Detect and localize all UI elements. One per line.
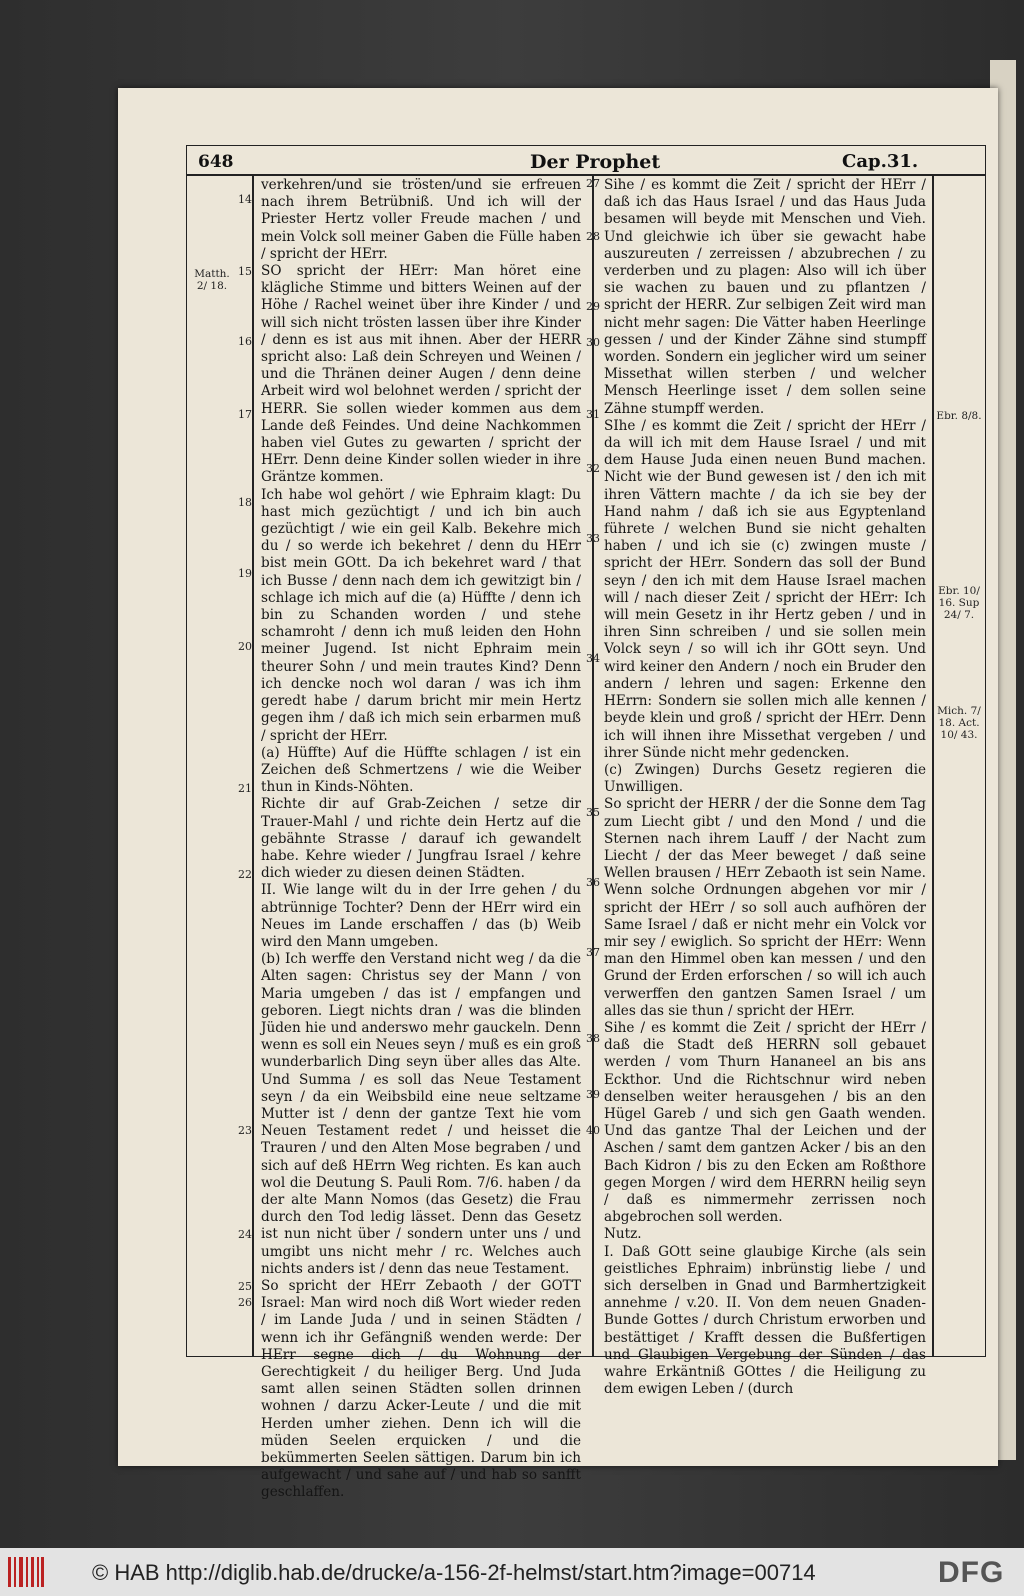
left-text-column: verkehren/und sie trösten/und sie erfreuen nach ihrem Betrübniß. Und ich will der Priester Hertz voller Freude machen / und mein Volck soll meiner Gaben die Fülle haben / spricht der HErr. SO spricht der HErr: Man höret eine klägliche Stimme und bitters Weinen auf der Höhe / Rachel weinet über ihre Kinder / und will sich nicht trösten lassen über ihre Kinder / denn es ist aus mit ihnen. Aber der HERR spricht also: Laß dein Schreyen und Weinen / und die Thränen deiner Augen / denn deine Arbeit wird wol belohnet werden / spricht der HERR. Sie sollen wieder kommen aus dem Lande deß Feindes. Und deine Nachkommen haben viel Gutes zu gewarten / spricht der HErr. Denn deine Kinder sollen wieder in ihre Gräntze kommen. Ich habe wol gehört / wie Ephraim klagt: Du hast mich gezüchtigt / und ich bin auch gezüchtigt / wie ein geil Kalb. Bekehre mich du / so werde ich bekehret / denn du HErr bist mein GOtt. Da ich bekehret ward / that ich Busse / denn nach dem ich gewitzigt bin / schlage ich mich auf die (a) Hüffte / denn ich bin zu Schanden worden / und stehe schamroht / denn ich muß leiden den Hohn meiner Jugend. Ist nicht Ephraim mein theurer Sohn / und mein trautes Kind? Denn ich dencke noch wol daran / was ich ihm geredt habe / darum bricht mir mein Hertz gegen ihm / daß ich mich sein erbarmen muß / spricht der HErr. (a) Hüffte) Auf die Hüffte schlagen / ist ein Zeichen deß Schmertzens / wie die Weiber thun in Kinds-Nöhten. Richte dir auf Grab-Zeichen / setze dir Trauer-Mahl / und richte dein Hertz auf die gebähnte Strasse / darauf ich gewandelt habe. Kehre wieder / Jungfrau Israel / kehre dich wieder zu diesen deinen Städten. II. Wie lange wilt du in der Irre gehen / du abtrünnige Tochter? Denn der HErr wird ein Neues im Lande erschaffen / das (b) Weib wird den Mann umgeben. (b) Ich werffe den Verstand nicht weg / da die Alten sagen: Christus sey der Mann / von Maria umgeben / das ist / empfangen und geboren. Liegt nichts dran / was die blinden Jüden hie und anderswo mehr gauckeln. Denn wenn es soll ein Neues seyn / muß es ein groß wunderbarlich Ding seyn über alles das Alte. Und Summa / es soll das Neue Testament seyn / da ein Weibsbild eine neue seltzame Mutter ist / denn der gantze Text hie vom Neuen Testament redet / und heisset die Trauren / und den Alten Mose begraben / und sich auf deß HErrn Weg richten. Es kan auch wol die Deutung S. Pauli Rom. 7/6. haben / da der alte Mann Nomos (das Gesetz) die Frau durch den Tod ledig lässet. Denn das Gesetz ist nun nicht über / sondern unter uns / und umgibt uns nicht mehr / rc. Welches auch nichts anders ist / denn das neue Testament. So spricht der HErr Zebaoth / der GOTT Israel: Man wird noch diß Wort wieder reden / im Lande Juda / und in seinen Städten / wenn ich ihr Gefängniß wenden werde: Der HErr segne dich / du Wohnung der Gerechtigkeit / du heiliger Berg. Und Juda samt allen seinen Städten sollen drinnen wohnen / darzu Acker-Leute / und die mit Herden umher ziehen. Denn ich will die müden Seelen erquicken / und die bekümmerten Seelen sättigen. Darum bin ich aufgewacht / und sahe auf / und hab so sanfft geschlaffen. bbox=[261, 177, 581, 1501]
verse-number: 39 bbox=[586, 1088, 600, 1101]
verse-number: 40 bbox=[586, 1124, 600, 1137]
left-margin-rule bbox=[252, 174, 254, 1357]
margin-reference: Ebr. 8/8. bbox=[936, 410, 982, 422]
verse-number: 25 bbox=[238, 1280, 252, 1293]
verse-number: 23 bbox=[238, 1124, 252, 1137]
verse-number: 15 bbox=[238, 265, 252, 278]
verse-number: 38 bbox=[586, 1032, 600, 1045]
verse-number: 26 bbox=[238, 1296, 252, 1309]
barcode-logo-icon bbox=[6, 1555, 46, 1589]
verse-number: 21 bbox=[238, 782, 252, 795]
dfg-logo: DFG bbox=[938, 1556, 1005, 1589]
verse-number: 30 bbox=[586, 336, 600, 349]
verse-number: 32 bbox=[586, 462, 600, 475]
copyright-url[interactable]: © HAB http://diglib.hab.de/drucke/a-156-2f-helmst/start.htm?image=00714 bbox=[92, 1560, 816, 1585]
column-divider bbox=[592, 174, 594, 1357]
page-number: 648 bbox=[198, 152, 234, 172]
right-margin-rule bbox=[932, 174, 934, 1357]
verse-number: 36 bbox=[586, 876, 600, 889]
verse-number: 31 bbox=[586, 408, 600, 421]
verse-number: 14 bbox=[238, 193, 252, 206]
right-text-column: Sihe / es kommt die Zeit / spricht der HErr / daß ich das Haus Israel / und das Haus Juda besamen will beyde mit Menschen und Vieh. Und gleichwie ich über sie gewacht habe auszureuten / zerreissen / abzubrechen / zu verderben und zu plagen: Also will ich über sie wachen zu bauen und zu pflantzen / spricht der HERR. Zur selbigen Zeit wird man nicht mehr sagen: Die Vätter haben Heerlinge gessen / und der Kinder Zähne sind stumpff worden. Sondern ein jeglicher wird um seiner Missethat willen sterben / und welcher Mensch Heerlinge isset / dem sollen seine Zähne stumpff werden. SIhe / es kommt die Zeit / spricht der HErr / da will ich mit dem Hause Israel / und mit dem Hause Juda einen neuen Bund machen. Nicht wie der Bund gewesen ist / den ich mit ihren Vättern machte / da ich sie bey der Hand nahm / daß ich sie aus Egyptenland führete / welchen Bund sie nicht gehalten haben / und ich sie (c) zwingen muste / spricht der HErr. Sondern das soll der Bund seyn / den ich mit dem Hause Israel machen will / nach dieser Zeit / spricht der HErr: Ich will mein Gesetz in ihr Hertz geben / und in ihren Sinn schreiben / und sie sollen mein Volck seyn / so will ich ihr GOtt seyn. Und wird keiner den Andern / noch ein Bruder den andern / lehren und sagen: Erkenne den HErrn: Sondern sie sollen mich alle kennen / beyde klein und groß / spricht der HErr. Denn ich will ihnen ihre Missethat vergeben / und ihrer Sünde nicht mehr gedencken. (c) Zwingen) Durchs Gesetz regieren die Unwilligen. So spricht der HERR / der die Sonne dem Tag zum Liecht gibt / und den Mond / und die Sternen nach ihrem Lauff / der Nacht zum Liecht / der das Meer beweget / daß seine Wellen brausen / HErr Zebaoth ist sein Name. Wenn solche Ordnungen abgehen vor mir / spricht der HErr / so soll auch aufhören der Same Israel / daß er nicht mehr ein Volck vor mir sey / ewiglich. So spricht der HErr: Wenn man den Himmel oben kan messen / und den Grund der Erden erforschen / so will ich auch verwerffen den gantzen Samen Israel / um alles das sie thun / spricht der HErr. Sihe / es kommt die Zeit / spricht der HErr / daß die Stadt deß HERRN soll gebauet werden / vom Thurn Hananeel an bis ans Eckthor. Und die Richtschnur wird neben denselben weiter herausgehen / bis an den Hügel Gareb / und sich gen Gaath wenden. Und das gantze Thal der Leichen und der Aschen / samt dem gantzen Acker / bis an den Bach Kidron / bis zu den Ecken am Roßthore gegen Morgen / wird dem HERRN heilig seyn / daß es nimmermehr zerrissen noch abgebrochen soll werden. Nutz. I. Daß GOtt seine glaubige Kirche (als sein geistliches Ephraim) inbrünstig liebe / und sich derselben in Gnad und Barmhertzigkeit annehme / v.20. II. Von dem neuen Gnaden-Bunde Gottes / durch Christum erworben und bestättiget / Krafft dessen die Bußfertigen und Glaubigen Vergebung der Sünden / das wahre Erkäntniß GOttes / die Heiligung zu dem ewigen Leben / (durch bbox=[604, 177, 926, 1398]
verse-number: 34 bbox=[586, 652, 600, 665]
chapter-label: Cap.31. bbox=[842, 151, 919, 172]
verse-number: 16 bbox=[238, 335, 252, 348]
margin-reference: Matth. 2/ 18. bbox=[194, 268, 230, 292]
verse-number: 33 bbox=[586, 532, 600, 545]
verse-number: 35 bbox=[586, 806, 600, 819]
verse-number: 17 bbox=[238, 408, 252, 421]
verse-number: 24 bbox=[238, 1228, 252, 1241]
verse-number: 22 bbox=[238, 868, 252, 881]
verse-number: 37 bbox=[586, 946, 600, 959]
margin-reference: Mich. 7/ 18. Act. 10/ 43. bbox=[937, 705, 981, 741]
running-title: Der Prophet bbox=[530, 151, 661, 173]
margin-reference: Ebr. 10/ 16. Sup 24/ 7. bbox=[938, 585, 980, 621]
verse-number: 27 bbox=[586, 177, 600, 190]
verse-number: 18 bbox=[238, 496, 252, 509]
verse-number: 29 bbox=[586, 300, 600, 313]
verse-number: 20 bbox=[238, 640, 252, 653]
verse-number: 28 bbox=[586, 230, 600, 243]
verse-number: 19 bbox=[238, 567, 252, 580]
